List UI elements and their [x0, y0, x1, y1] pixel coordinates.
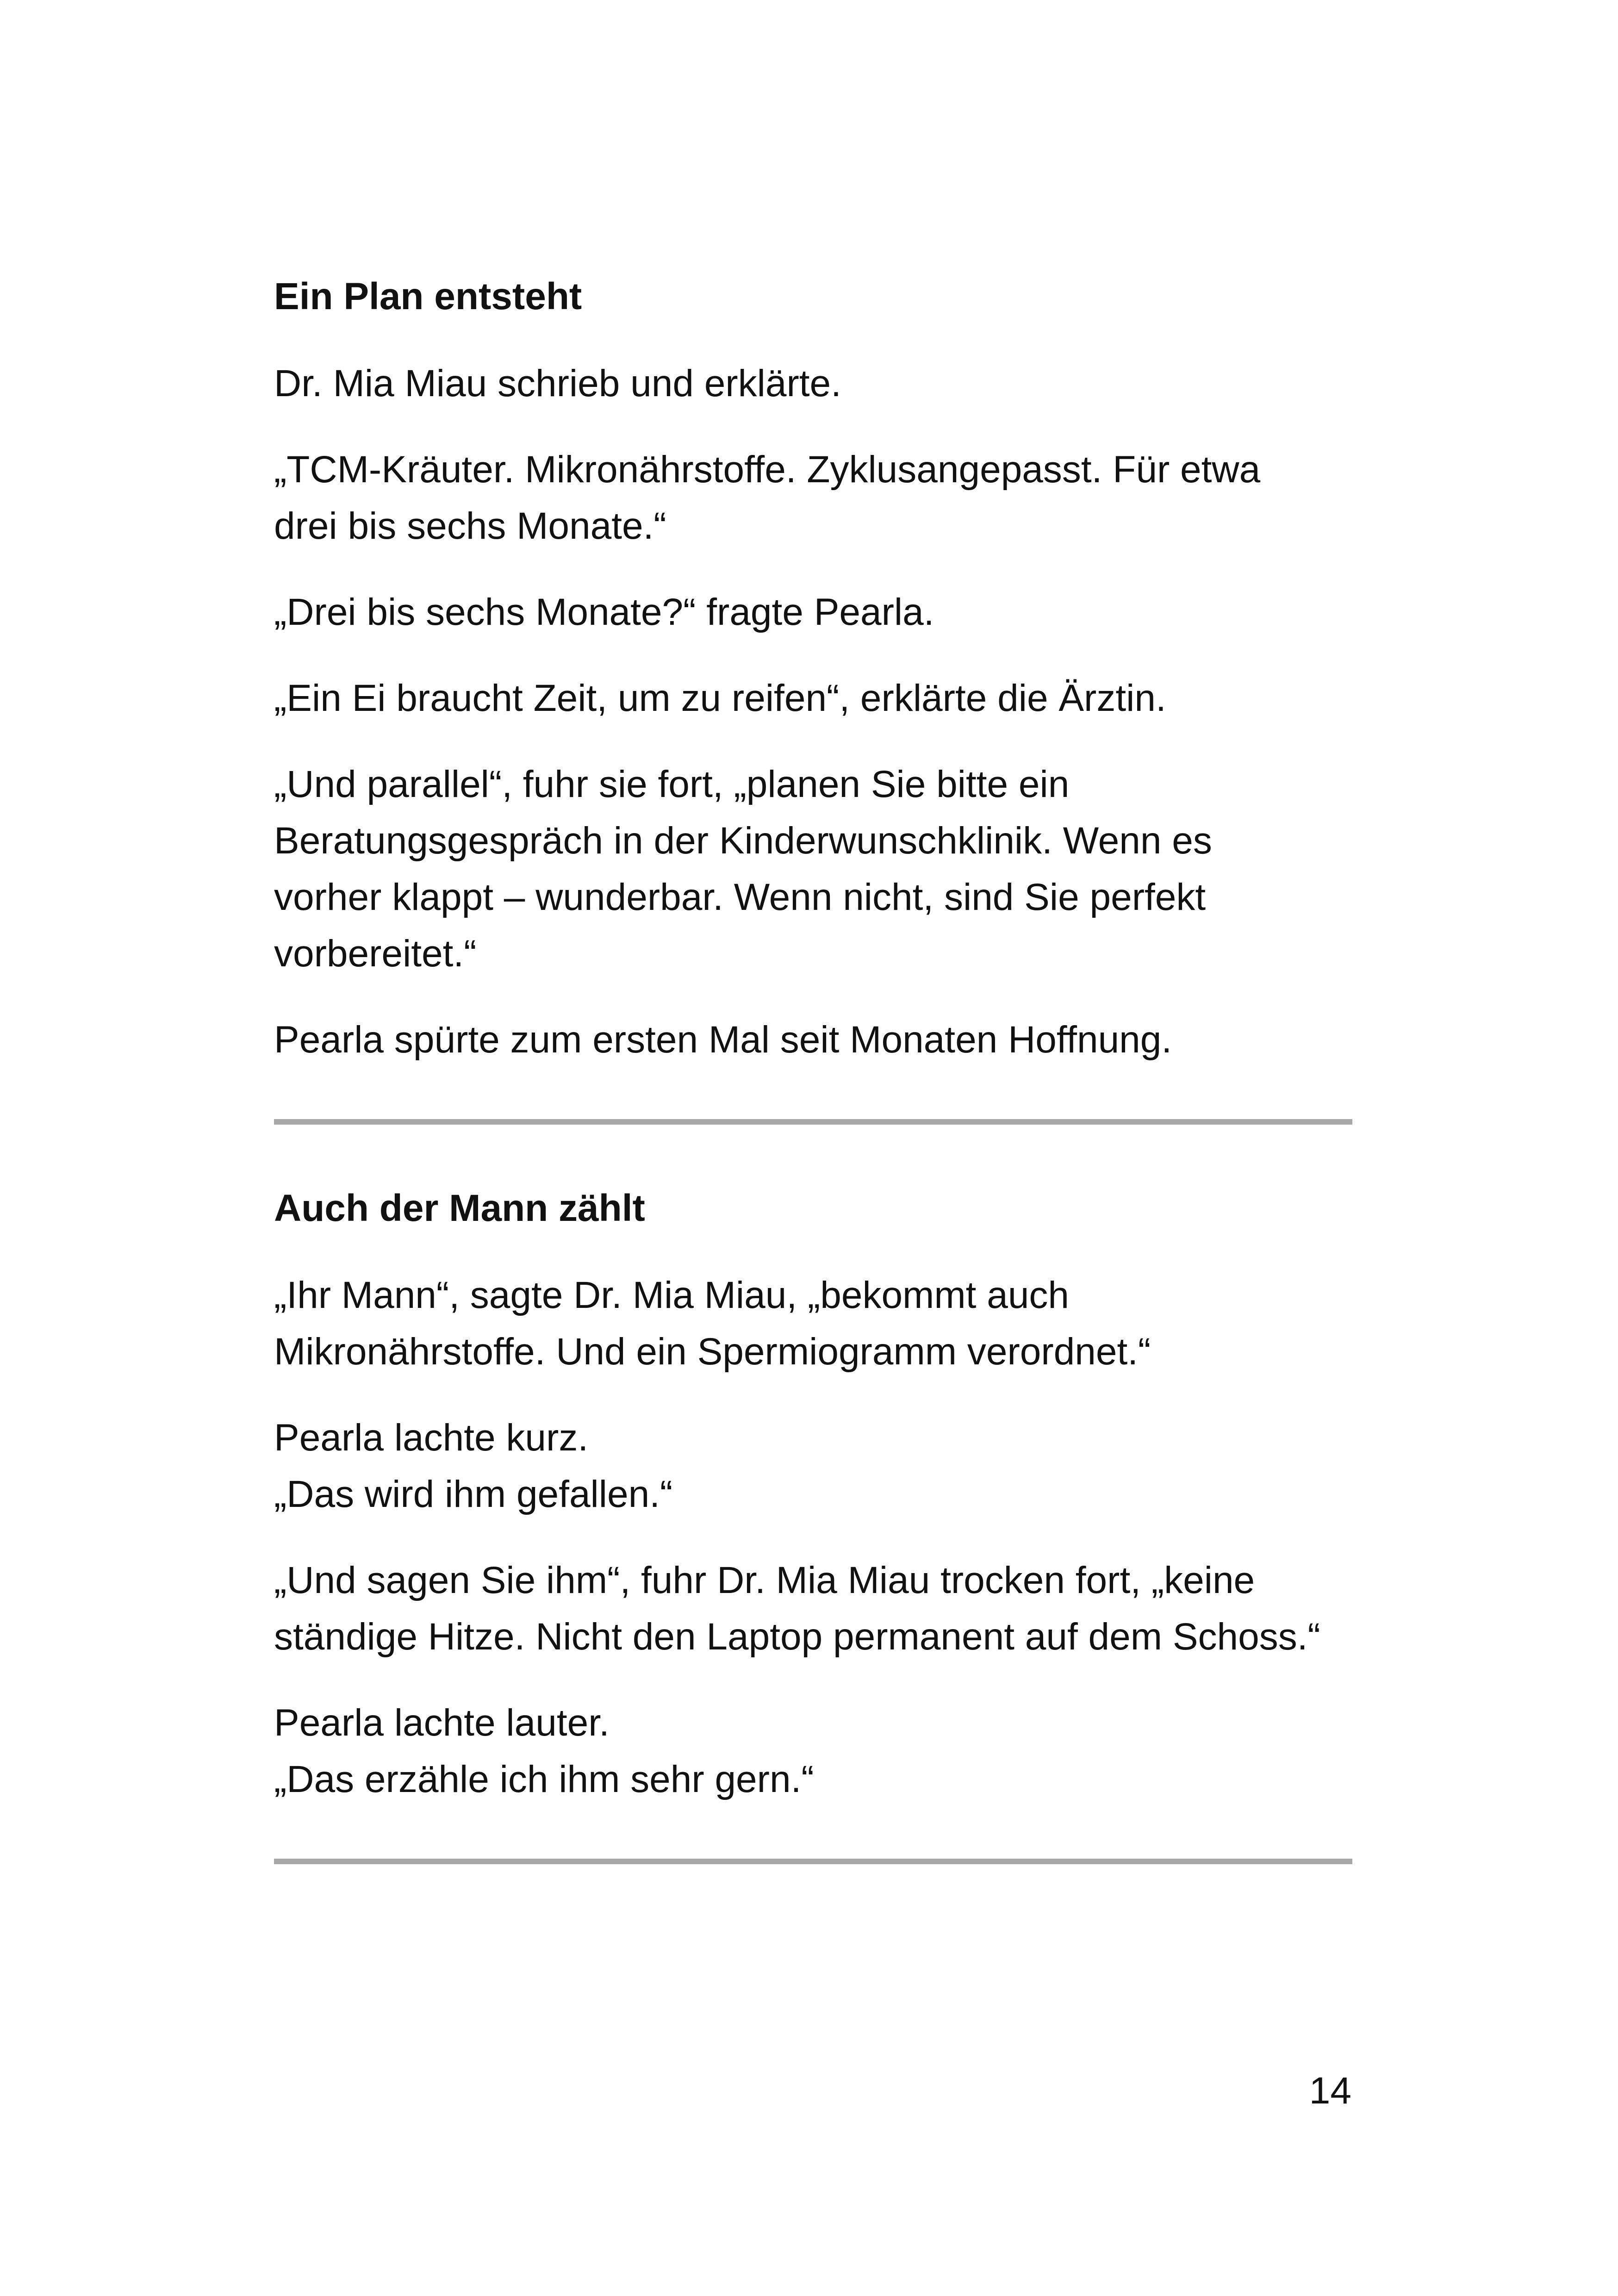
paragraph: [274, 355, 1352, 412]
text-line: „Ihr Mann“, sagte Dr. Mia Miau, „bekommt auch: [274, 1274, 1070, 1316]
text-line: Pearla lachte lauter.: [274, 1702, 610, 1744]
paragraph: [274, 1267, 1352, 1380]
page-number: 14: [1309, 2070, 1351, 2112]
section-divider: [274, 1859, 1352, 1864]
section-divider: [274, 1119, 1352, 1125]
text-line: Beratungsgespräch in der Kinderwunschklinik. Wenn es: [274, 820, 1212, 862]
paragraph: [274, 1552, 1352, 1665]
paragraph: [274, 670, 1352, 727]
paragraph: [274, 1695, 1352, 1808]
text-line: drei bis sechs Monate.“: [274, 505, 666, 547]
text-line: vorbereitet.“: [274, 933, 477, 975]
text-line: „Und sagen Sie ihm“, fuhr Dr. Mia Miau trocken fort, „keine: [274, 1559, 1255, 1601]
paragraph: [274, 1410, 1352, 1523]
text-line: „Und parallel“, fuhr sie fort, „planen Sie bitte ein: [274, 763, 1070, 805]
text-line: Mikronährstoffe. Und ein Spermiogramm verordnet.“: [274, 1331, 1151, 1373]
text-line: Dr. Mia Miau schrieb und erklärte.: [274, 362, 841, 404]
text-line: Pearla lachte kurz.: [274, 1417, 589, 1459]
section-heading-mann: Auch der Mann zählt: [274, 1187, 645, 1229]
text-line: „TCM-Kräuter. Mikronährstoffe. Zyklusangepasst. Für etwa: [274, 448, 1261, 491]
section-heading-plan: Ein Plan entsteht: [274, 275, 582, 317]
text-line: Pearla spürte zum ersten Mal seit Monaten Hoffnung.: [274, 1019, 1172, 1061]
text-line: „Ein Ei braucht Zeit, um zu reifen“, erklärte die Ärztin.: [274, 677, 1166, 719]
paragraph: [274, 442, 1352, 554]
text-line: „Drei bis sechs Monate?“ fragte Pearla.: [274, 591, 934, 633]
text-line: ständige Hitze. Nicht den Laptop permanent auf dem Schoss.“: [274, 1616, 1320, 1658]
page-content: [274, 268, 1352, 1920]
text-line: vorher klappt – wunderbar. Wenn nicht, sind Sie perfekt: [274, 876, 1206, 918]
paragraph: [274, 756, 1352, 982]
paragraph: [274, 584, 1352, 641]
text-line: „Das erzähle ich ihm sehr gern.“: [274, 1758, 814, 1800]
paragraph: [274, 1012, 1352, 1068]
text-line: „Das wird ihm gefallen.“: [274, 1473, 673, 1515]
